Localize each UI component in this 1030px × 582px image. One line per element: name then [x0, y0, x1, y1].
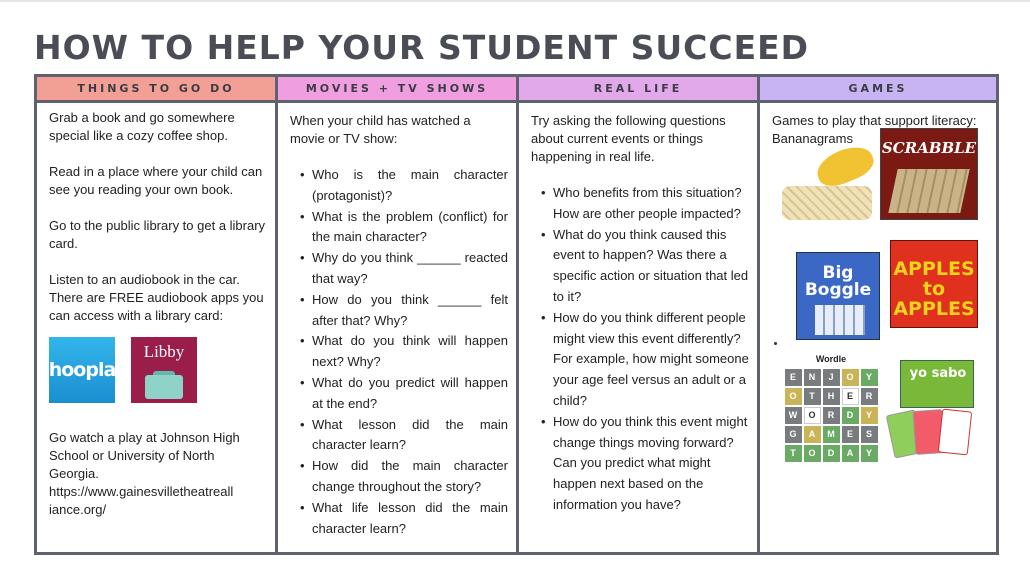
wordle-tile: W	[785, 407, 802, 424]
wordle-tile: E	[842, 426, 859, 443]
column-body-things	[37, 103, 275, 552]
theatre-link[interactable]: https://www.gainesvilletheatreall iance.org/	[49, 484, 234, 517]
hoopla-logo[interactable]: hoopla	[49, 337, 115, 403]
tip-text: Listen to an audiobook in the car. There are FREE audiobook apps you can access with a library card:	[49, 272, 264, 323]
wordle-tile: S	[861, 426, 878, 443]
app-logos	[49, 337, 267, 403]
column-header-games: GAMES	[760, 77, 996, 103]
wordle-tile: O	[842, 369, 859, 386]
wordle-tile: Y	[861, 445, 878, 462]
wordle-tile: D	[823, 445, 840, 462]
yo-sabo-image	[890, 360, 978, 462]
wordle-grid	[782, 369, 880, 462]
game-box-icon: yo sabo	[900, 360, 974, 408]
wordle-tile: O	[804, 445, 821, 462]
game-images	[772, 128, 988, 468]
column-body-reallife	[519, 103, 757, 552]
column-things-to-go-do	[37, 77, 278, 552]
book-icon	[145, 375, 183, 399]
column-real-life	[519, 77, 760, 552]
wordle-tile: H	[823, 388, 840, 405]
wordle-tile: E	[785, 369, 802, 386]
column-body-games	[760, 103, 996, 552]
column-body-movies	[278, 103, 516, 552]
list-item: • What life lesson did the main character learn?	[290, 498, 508, 540]
column-games	[760, 77, 996, 552]
wordle-tile: R	[823, 407, 840, 424]
list-item: • How do you think this event might change things moving forward? Can you predict what might happen next based on the information you have?	[531, 412, 749, 516]
question-list	[531, 183, 749, 516]
game-board-icon	[888, 169, 969, 213]
wordle-tile: O	[804, 407, 821, 424]
wordle-tile: T	[785, 445, 802, 462]
column-header-movies: MOVIES + TV SHOWS	[278, 77, 516, 103]
wordle-tile: J	[823, 369, 840, 386]
wordle-tile: O	[785, 388, 802, 405]
wordle-tile: N	[804, 369, 821, 386]
list-item: • Who benefits from this situation? How are other people impacted?	[531, 183, 749, 225]
column-movies-tv	[278, 77, 519, 552]
list-item: • How did the main character change throughout the story?	[290, 456, 508, 498]
wordle-tile: A	[804, 426, 821, 443]
bananagrams-image	[782, 146, 874, 224]
big-boggle-image: Big Boggle	[796, 252, 880, 340]
tip-text: Go to the public library to get a library card.	[49, 218, 266, 251]
apples-to-apples-image: APPLES to APPLES	[890, 240, 978, 328]
page-title: HOW TO HELP YOUR STUDENT SUCCEED	[34, 28, 810, 67]
list-item: • What do you think caused this event to happen? Was there a specific action or situation that led to it?	[531, 225, 749, 308]
wordle-tile: R	[861, 388, 878, 405]
banana-pouch-icon	[812, 140, 878, 191]
list-item: • What do you predict will happen at the end?	[290, 373, 508, 415]
wordle-tile: E	[842, 388, 859, 405]
game-card-icon	[938, 409, 972, 456]
bullet-dot	[774, 342, 777, 345]
list-item: • Why do you think ______ reacted that way?	[290, 248, 508, 290]
top-divider	[0, 0, 1030, 2]
intro-text: Games to play that support literacy:	[772, 113, 977, 128]
wordle-tile: T	[804, 388, 821, 405]
column-header-reallife: REAL LIFE	[519, 77, 757, 103]
wordle-tile: Y	[861, 369, 878, 386]
libby-logo[interactable]: Libby	[131, 337, 197, 403]
letter-tiles-icon	[782, 186, 872, 220]
list-item: • What is the problem (conflict) for the main character?	[290, 207, 508, 249]
tip-text: Read in a place where your child can see you reading your own book.	[49, 164, 263, 197]
tip-text: Go watch a play at Johnson High School or University of North Georgia.	[49, 430, 240, 481]
wordle-tile: Y	[861, 407, 878, 424]
scrabble-image: SCRABBLE	[880, 128, 978, 220]
game-name: Bananagrams	[772, 131, 853, 146]
wordle-tile: A	[842, 445, 859, 462]
wordle-tile: D	[842, 407, 859, 424]
list-item: • What lesson did the main character learn?	[290, 415, 508, 457]
letter-dice-icon	[815, 305, 865, 335]
content-table	[34, 74, 999, 555]
question-list	[290, 165, 508, 539]
wordle-tile: G	[785, 426, 802, 443]
intro-text: Try asking the following questions about current events or things happening in real life.	[531, 113, 726, 164]
list-item: • How do you think ______ felt after that? Why?	[290, 290, 508, 332]
wordle-image: Wordle E N J O Y O T H E R W O R D Y G A M E S T O D A Y	[782, 354, 880, 462]
wordle-tile: M	[823, 426, 840, 443]
intro-text: When your child has watched a movie or TV show:	[290, 113, 471, 146]
tip-text: Grab a book and go somewhere special like a cozy coffee shop.	[49, 110, 235, 143]
list-item: • Who is the main character (protagonist)?	[290, 165, 508, 207]
list-item: • How do you think different people might view this event differently? For example, how might someone your age feel versus an adult or a child?	[531, 308, 749, 412]
list-item: • What do you think will happen next? Why?	[290, 331, 508, 373]
column-header-things: THINGS TO GO DO	[37, 77, 275, 103]
